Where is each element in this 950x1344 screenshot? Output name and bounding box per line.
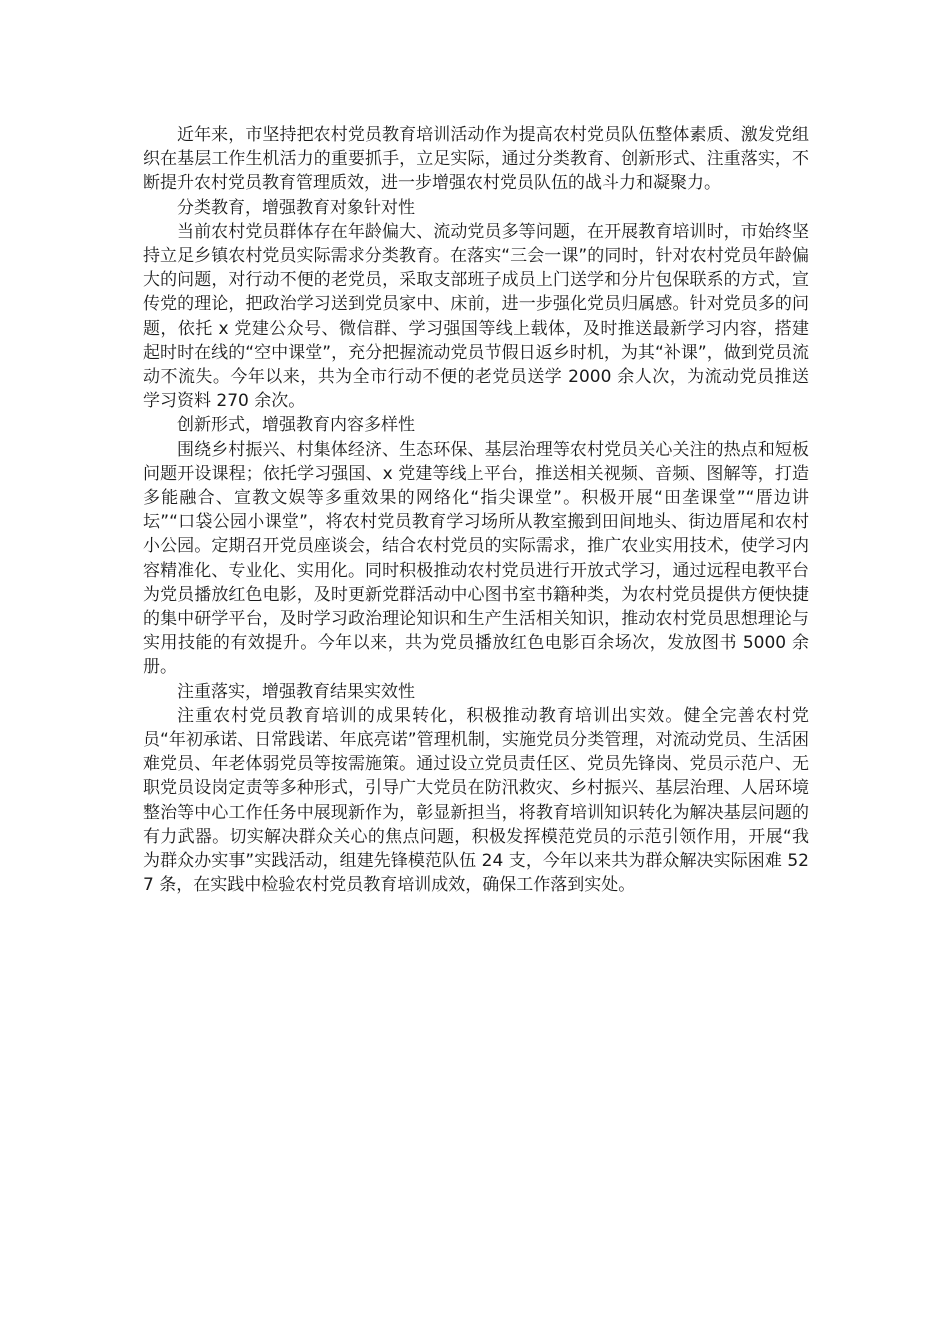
section-heading-innovative-forms: 创新形式，增强教育内容多样性 xyxy=(177,415,415,436)
document-body xyxy=(143,123,809,898)
paragraph-classified-education: 当前农村党员群体存在年龄偏大、流动党员多等问题，在开展教育培训时，市始终坚持立足乡镇农村党员实际需求分类教育。在落实“三会一课”的同时，针对农村党员年龄偏大的问题，对行动不便的老党员，采取支部班子成员上门送学和分片包保联系的方式，宣传党的理论，把政治学习送到党员家中、床前，进一步强化党员归属感。针对党员多的问题，依托 x 党建公众号、微信群、学习强国等线上载体，及时推送最新学习内容，搭建起时时在线的“空中课堂”，充分把握流动党员节假日返乡时机，为其“补课”，做到党员流动不流失。今年以来，共为全市行动不便的老党员送学 2000 余人次，为流动党员推送学习资料 270 余次。 xyxy=(143,221,809,412)
intro-paragraph: 近年来，市坚持把农村党员教育培训活动作为提高农村党员队伍整体素质、激发党组织在基层工作生机活力的重要抓手，立足实际，通过分类教育、创新形式、注重落实，不断提升农村党员教育管理质效，进一步增强农村党员队伍的战斗力和凝聚力。 xyxy=(143,125,809,194)
section-heading-classified-education: 分类教育，增强教育对象针对性 xyxy=(177,197,415,218)
section-heading-implementation: 注重落实，增强教育结果实效性 xyxy=(177,681,415,702)
paragraph-innovative-forms: 围绕乡村振兴、村集体经济、生态环保、基层治理等农村党员关心关注的热点和短板问题开设课程；依托学习强国、x 党建等线上平台，推送相关视频、音频、图解等，打造多能融合、宣教文娱等多重效果的网络化“指尖课堂”。积极开展“田垄课堂”“厝边讲坛”“口袋公园小课堂”，将农村党员教育学习场所从教室搬到田间地头、街边厝尾和农村小公园。定期召开党员座谈会，结合农村党员的实际需求，推广农业实用技术，使学习内容精准化、专业化、实用化。同时积极推动农村党员进行开放式学习，通过远程电教平台为党员播放红色电影，及时更新党群活动中心图书室书籍种类，为农村党员提供方便快捷的集中研学平台，及时学习政治理论知识和生产生活相关知识，推动农村党员思想理论与实用技能的有效提升。今年以来，共为党员播放红色电影百余场次，发放图书 5000 余册。 xyxy=(143,439,809,678)
paragraph-implementation: 注重农村党员教育培训的成果转化，积极推动教育培训出实效。健全完善农村党员“年初承诺、日常践诺、年底亮诺”管理机制，实施党员分类管理，对流动党员、生活困难党员、年老体弱党员等按需施策。通过设立党员责任区、党员先锋岗、党员示范户、无职党员设岗定责等多种形式，引导广大党员在防汛救灾、乡村振兴、基层治理、人居环境整治等中心工作任务中展现新作为，彰显新担当，将教育培训知识转化为解决基层问题的有力武器。切实解决群众关心的焦点问题，积极发挥模范党员的示范引领作用，开展“我为群众办实事”实践活动，组建先锋模范队伍 24 支，今年以来共为群众解决实际困难 527 条，在实践中检验农村党员教育培训成效，确保工作落到实处。 xyxy=(143,705,809,896)
